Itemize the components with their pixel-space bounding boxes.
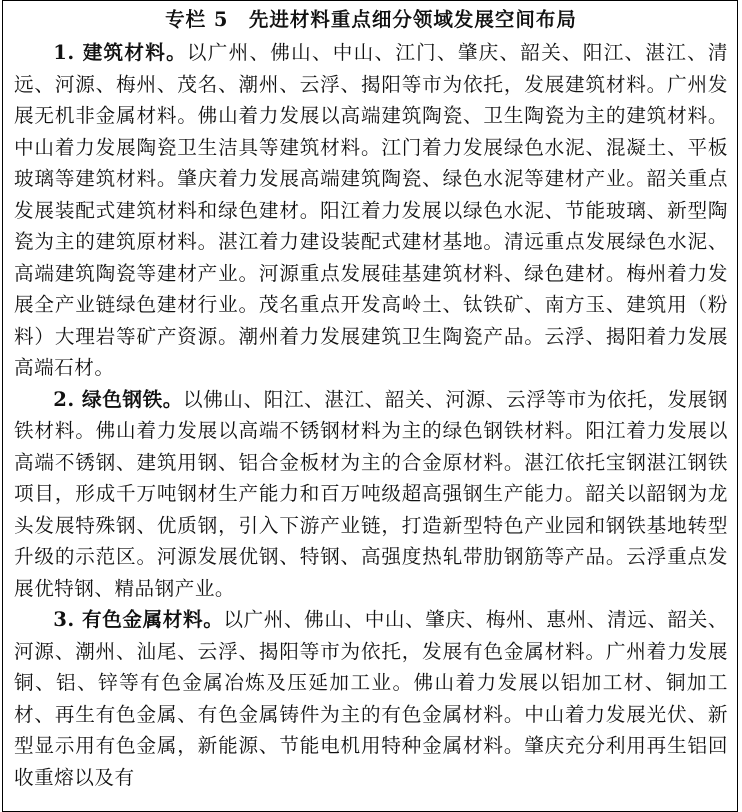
section-heading: 1. 建筑材料。 xyxy=(53,41,187,64)
section-nonferrous-metals xyxy=(14,604,728,793)
section-body: 以广州、佛山、中山、肇庆、梅州、惠州、清远、韶关、河源、潮州、汕尾、云浮、揭阳等市为依托，发展有色金属材料。广州着力发展铜、铝、锌等有色金属冶炼及压延加工业。佛山着力发展以铝加工材、铜加工材、再生有色金属、有色金属铸件为主的有色金属材料。中山着力发展光伏、新型显示用有色金属，新能源、节能电机用特种金属材料。肇庆充分利用再生铝回收重熔以及有 xyxy=(14,608,729,789)
section-green-steel xyxy=(14,384,728,605)
section-body: 以佛山、阳江、湛江、韶关、河源、云浮等市为依托，发展钢铁材料。佛山着力发展以高端不锈钢材料为主的绿色钢铁材料。阳江着力发展以高端不锈钢、建筑用钢、铝合金板材为主的合金原材料。湛江依托宝钢湛江钢铁项目，形成千万吨钢材生产能力和百万吨级超高强钢生产能力。韶关以韶钢为龙头发展特殊钢、优质钢，引入下游产业链，打造新型特色产业园和钢铁基地转型升级的示范区。河源发展优钢、特钢、高强度热轧带肋钢筋等产品。云浮重点发展优特钢、精品钢产业。 xyxy=(14,387,729,600)
column-box xyxy=(2,0,738,812)
section-heading: 3. 有色金属材料。 xyxy=(53,608,224,631)
section-body: 以广州、佛山、中山、江门、肇庆、韶关、阳江、湛江、清远、河源、梅州、茂名、潮州、云浮、揭阳等市为依托，发展建筑材料。广州发展无机非金属材料。佛山着力发展以高端建筑陶瓷、卫生陶瓷为主的建筑材料。中山着力发展陶瓷卫生洁具等建筑材料。江门着力发展绿色水泥、混凝土、平板玻璃等建筑材料。肇庆着力发展高端建筑陶瓷、绿色水泥等建材产业。韶关重点发展装配式建筑材料和绿色建材。阳江着力发展以绿色水泥、节能玻璃、新型陶瓷为主的建筑原材料。湛江着力建设装配式建材基地。清远重点发展绿色水泥、高端建筑陶瓷等建材产业。河源重点发展硅基建筑材料、绿色建材。梅州着力发展全产业链绿色建材行业。茂名重点开发高岭土、钛铁矿、南方玉、建筑用（粉料）大理岩等矿产资源。潮州着力发展建筑卫生陶瓷产品。云浮、揭阳着力发展高端石材。 xyxy=(14,41,729,379)
section-heading: 2. 绿色钢铁。 xyxy=(53,387,184,411)
section-building-materials xyxy=(14,37,728,384)
column-title: 专栏 5 先进材料重点细分领域发展空间布局 xyxy=(165,8,577,31)
